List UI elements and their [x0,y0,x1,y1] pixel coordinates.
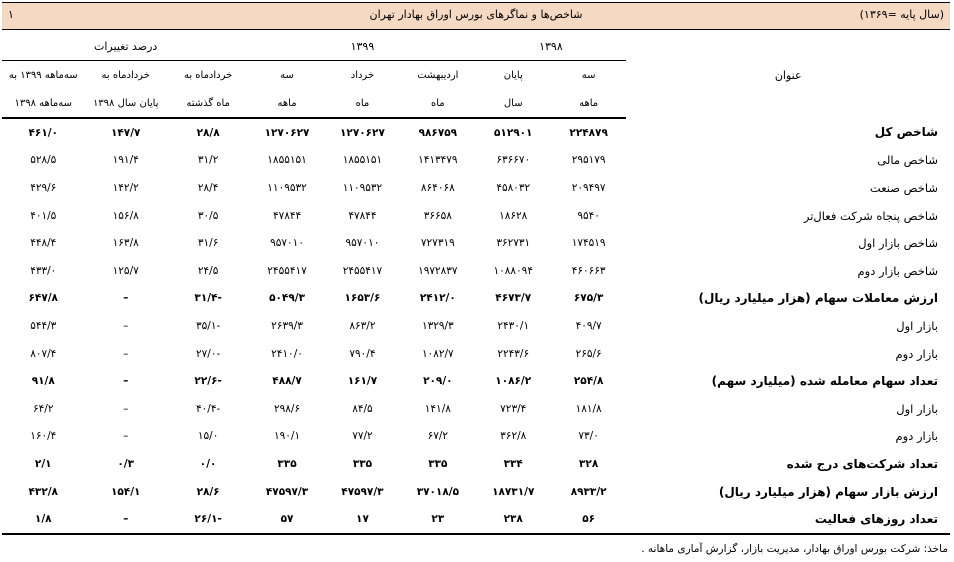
table-cell: ۲۹۸/۶ [273,402,301,415]
column-header-line2: پایان سال ۱۳۹۸ [85,89,167,118]
table-cell: ۱۷۴۵۱۹ [571,237,606,250]
title-column-header: عنوان [774,68,802,82]
row-label: شاخص کل [874,125,938,140]
row-label: بازار اول [896,318,938,333]
table-row [2,174,950,202]
column-header-line1: سه‌ماهه ۱۳۹۹ به [8,69,78,81]
table-cell: ۴۶۱/۰ [28,126,58,139]
column-header-line2: سال [476,89,551,118]
table-cell: ۴۰۱/۵ [30,209,57,222]
table-cell: ۱۱۰۹۵۳۲ [342,181,383,194]
table-cell: ۵۲۸/۵ [30,154,57,167]
table-cell: ۱۴۷/۷ [110,126,141,139]
table-cell: ۸۶۳/۲ [349,319,376,332]
table-cell: ۱۲۷۰۶۲۷ [340,126,385,139]
table-cell: ۴۸۸/۷ [272,375,302,388]
table-cell: ۱۸۱/۸ [575,402,602,415]
table-cell: ۱۴۲/۲ [112,181,139,194]
row-label: شاخص مالی [877,153,938,168]
table-cell: ۵۶ [551,505,626,534]
row-label: تعداد روزهای فعالیت [626,505,950,534]
table-cell: ۷۹۰/۴ [349,347,376,360]
table-row [2,478,950,506]
column-header-line1: سه [581,69,596,81]
table-cell: ۱۰۸۶/۲ [495,375,532,388]
table-cell: ۱۸۷۳۱/۷ [492,485,535,498]
row-label: تعداد سهام معامله شده (میلیارد سهم) [711,374,938,389]
table-cell: – [123,402,129,415]
table-row [2,257,950,285]
table-cell: ۵۴۴/۳ [30,319,57,332]
table-cell: ۶۴/۲ [33,402,54,415]
group-header-percent-change: درصد تغییرات [2,32,249,61]
table-cell: ۴۷۸۴۴ [348,209,377,222]
table-cell: ۱۶۱/۷ [347,375,378,388]
table-cell: – [123,375,129,388]
table-cell: ۲۰۹/۰ [423,375,453,388]
table-row [2,202,950,230]
table-cell: ۵۱۲۹۰۱ [494,126,533,139]
table-cell: ۰/۰ [199,457,217,470]
row-label: تعداد شرکت‌های درج شده [786,456,938,471]
column-header-line1: خرداد [350,69,375,81]
group-header-1399: ۱۳۹۹ [249,32,475,61]
table-cell: ۳۷۰۱۸/۵ [416,485,459,498]
table-cell: ۴۵۸۰۳۲ [496,181,531,194]
table-cell: ۲۰۹۴۹۷ [571,181,606,194]
table-cell: ۸۶۴۰۶۸ [420,181,455,194]
table-row [2,450,950,478]
table-cell: ۲۴۳۰/۱ [497,319,530,332]
table-cell: ۱۲۷۰۶۲۷ [264,126,310,139]
table-row [2,312,950,340]
table-cell: ۴۷۸۴۴ [272,209,302,222]
table-cell: ۲۴۵۵۴۱۷ [267,264,307,277]
table-cell: -۲۲/۶ [194,375,222,388]
table-cell: ۱۶۵۳/۶ [344,292,381,305]
table-cell: ۵۷ [249,505,324,534]
table-cell: ۳۶۲۷۳۱ [496,237,531,250]
table-cell: ۴۰۹/۷ [575,319,602,332]
table-cell: ۶۳۶۶۷۰ [496,154,531,167]
table-cell: ۱۴۱/۸ [424,402,451,415]
table-cell: ۴۶۰۶۶۳ [571,264,606,277]
table-cell: ۲۲۴۸۷۹ [569,126,608,139]
table-row [2,395,950,423]
table-cell: ۷۷/۲ [352,430,373,443]
table-cell: -۲۷/۰ [196,347,221,360]
table-cell: ۴۳۳/۰ [30,264,57,277]
table-cell: ۲۶۵/۶ [575,347,602,360]
table-cell: -۲۶/۱ [167,505,249,534]
table-cell: ۷۲۷۳۱۹ [420,237,455,250]
source-note: ماخذ: شرکت بورس اوراق بهادار، مدیریت بازار، گزارش آماری ماهانه . [641,543,948,555]
table-cell: -۳۵/۱ [196,319,221,332]
table-cell: ۲۲۴۳/۶ [497,347,530,360]
table-cell: ۱۵۴/۱ [110,485,141,498]
column-header-line2: ماه [325,89,400,118]
table-cell: ۳۳۵ [428,457,448,470]
table-cell: ۴۷۵۹۷/۳ [341,485,384,498]
table-cell: ۲۵۴/۸ [573,375,604,388]
indicators-table [2,32,950,535]
column-header-line1: سه [280,69,294,81]
table-cell: ۲۳۸ [476,505,551,534]
group-header-1398: ۱۳۹۸ [476,32,627,61]
row-label: ارزش بازار سهام (هزار میلیارد ریال) [718,484,938,499]
table-cell: ۷۲۳/۴ [500,402,527,415]
table-cell: ۱۴۱۳۴۷۹ [418,154,458,167]
table-cell: ۱۸۶۲۸ [499,209,528,222]
table-row [2,147,950,175]
column-header-line1: اردیبهشت [417,69,459,81]
table-cell: ۹۵۷۰۱۰ [270,237,304,250]
table-cell: ۱/۸ [2,505,85,534]
table-cell: ۲۴۵۵۴۱۷ [342,264,383,277]
table-cell: -۴۰/۴ [196,402,221,415]
table-row [2,229,950,257]
group-header-row [2,32,950,61]
row-label: شاخص صنعت [869,180,938,195]
table-cell: ۲۴۱۲/۰ [419,292,456,305]
table-cell: ۸۴/۵ [352,402,373,415]
report-header-bar [2,2,950,30]
table-cell: ۳۱/۲ [197,154,219,167]
table-cell: ۳۰/۵ [197,209,219,222]
table-cell: ۳۱/۶ [197,237,219,250]
table-cell: ۱۶۰/۴ [30,430,57,443]
table-cell: ۲۸/۸ [196,126,220,139]
table-cell: ۱۸۵۵۱۵۱ [267,154,307,167]
table-cell: ۲۴۱۰/۰ [271,347,303,360]
table-cell: ۲۶۳۹/۳ [271,319,303,332]
table-cell: ۶۷/۲ [427,430,449,443]
table-cell: ۴۴۸/۴ [30,237,57,250]
table-cell: ۲۹۵۱۷۹ [571,154,606,167]
table-cell: ۱۷ [325,505,400,534]
table-cell: ۳۳۴ [503,457,523,470]
base-year-note: (سال پایه =۱۳۶۹) [859,8,944,21]
table-cell: – [123,347,129,360]
table-cell: ۲۳ [400,505,475,534]
table-cell: ۴۲۹/۶ [30,181,57,194]
table-cell: ۹۱/۸ [31,375,55,388]
table-cell: ۳۳۵ [352,457,373,470]
table-cell: ۴۷۵۹۷/۳ [265,485,309,498]
table-cell: ۰/۳ [117,457,135,470]
table-cell: ۱۵۶/۸ [112,209,139,222]
report-title: شاخص‌ها و نماگرهای بورس اوراق بهادار تهران [369,8,583,21]
table-cell: ۶۷۵/۳ [573,292,604,305]
table-cell: ۷۳/۰ [578,430,599,443]
column-header-line2: ماه گذشته [167,89,249,118]
table-cell: ۸۰۷/۴ [30,347,57,360]
row-label: شاخص بازار اول [858,236,938,251]
table-cell: ۱۹۰/۱ [273,430,301,443]
table-cell: ۳۶۲/۸ [500,430,527,443]
table-cell: – [123,292,129,305]
column-header-line2: ماهه [551,89,626,118]
table-row [2,118,950,147]
table-cell: ۱۰۸۲/۷ [421,347,454,360]
table-row [2,423,950,451]
table-cell: ۱۶۳/۸ [112,237,139,250]
table-cell: ۱۲۵/۷ [112,264,139,277]
table-cell: ۳۲۸ [579,457,599,470]
table-row [2,367,950,395]
table-cell: ۲۸/۴ [197,181,219,194]
table-cell: ۱۸۵۵۱۵۱ [342,154,383,167]
table-cell: ۶۴۷/۸ [28,292,58,305]
page-number: ۱ [8,8,14,21]
table-cell: – [85,505,167,534]
table-cell: ۲/۱ [34,457,52,470]
table-cell: ۳۶۶۵۸ [423,209,452,222]
row-label: بازار دوم [895,429,938,444]
row-label: بازار دوم [895,346,938,361]
table-cell: ۴۶۷۳/۷ [495,292,532,305]
table-cell: ۱۱۰۹۵۳۲ [267,181,307,194]
table-row [2,340,950,368]
column-header-line1: پایان [503,69,523,81]
table-cell: ۱۳۲۹/۳ [421,319,454,332]
row-label: شاخص پنجاه شرکت فعال‌تر [803,208,938,223]
table-cell: ۵۰۴۹/۳ [269,292,305,305]
table-cell: ۹۸۶۷۵۹ [418,126,458,139]
table-cell: ۱۹۱/۴ [112,154,139,167]
column-header-line2: ماهه [249,89,324,118]
row-label: بازار اول [896,401,938,416]
table-cell: ۱۵/۰ [197,430,219,443]
table-row [2,285,950,313]
table-cell: ۱۰۸۸۰۹۴ [493,264,533,277]
table-cell: ۸۹۳۳/۲ [570,485,607,498]
column-header-line1: خردادماه به [101,69,150,81]
table-cell: ۹۵۷۰۱۰ [345,237,380,250]
column-header-line2: سه‌ماهه ۱۳۹۸ [2,89,85,118]
table-cell: ۲۴/۵ [197,264,219,277]
table-cell: ۳۳۵ [277,457,297,470]
row-label: شاخص بازار دوم [857,263,938,278]
table-cell: – [123,430,129,443]
table-body [2,118,950,534]
table-cell: ۹۵۴۰ [577,209,600,222]
column-header-line1: خردادماه به [183,69,233,81]
row-label: ارزش معاملات سهام (هزار میلیارد ریال) [698,291,938,306]
table-cell: – [123,319,129,332]
table-row [2,505,950,534]
table-cell: -۳۱/۴ [194,292,222,305]
table-cell: ۴۳۲/۸ [28,485,58,498]
column-header-line2: ماه [400,89,475,118]
table-cell: ۲۸/۶ [196,485,220,498]
table-cell: ۱۹۷۲۸۳۷ [418,264,458,277]
